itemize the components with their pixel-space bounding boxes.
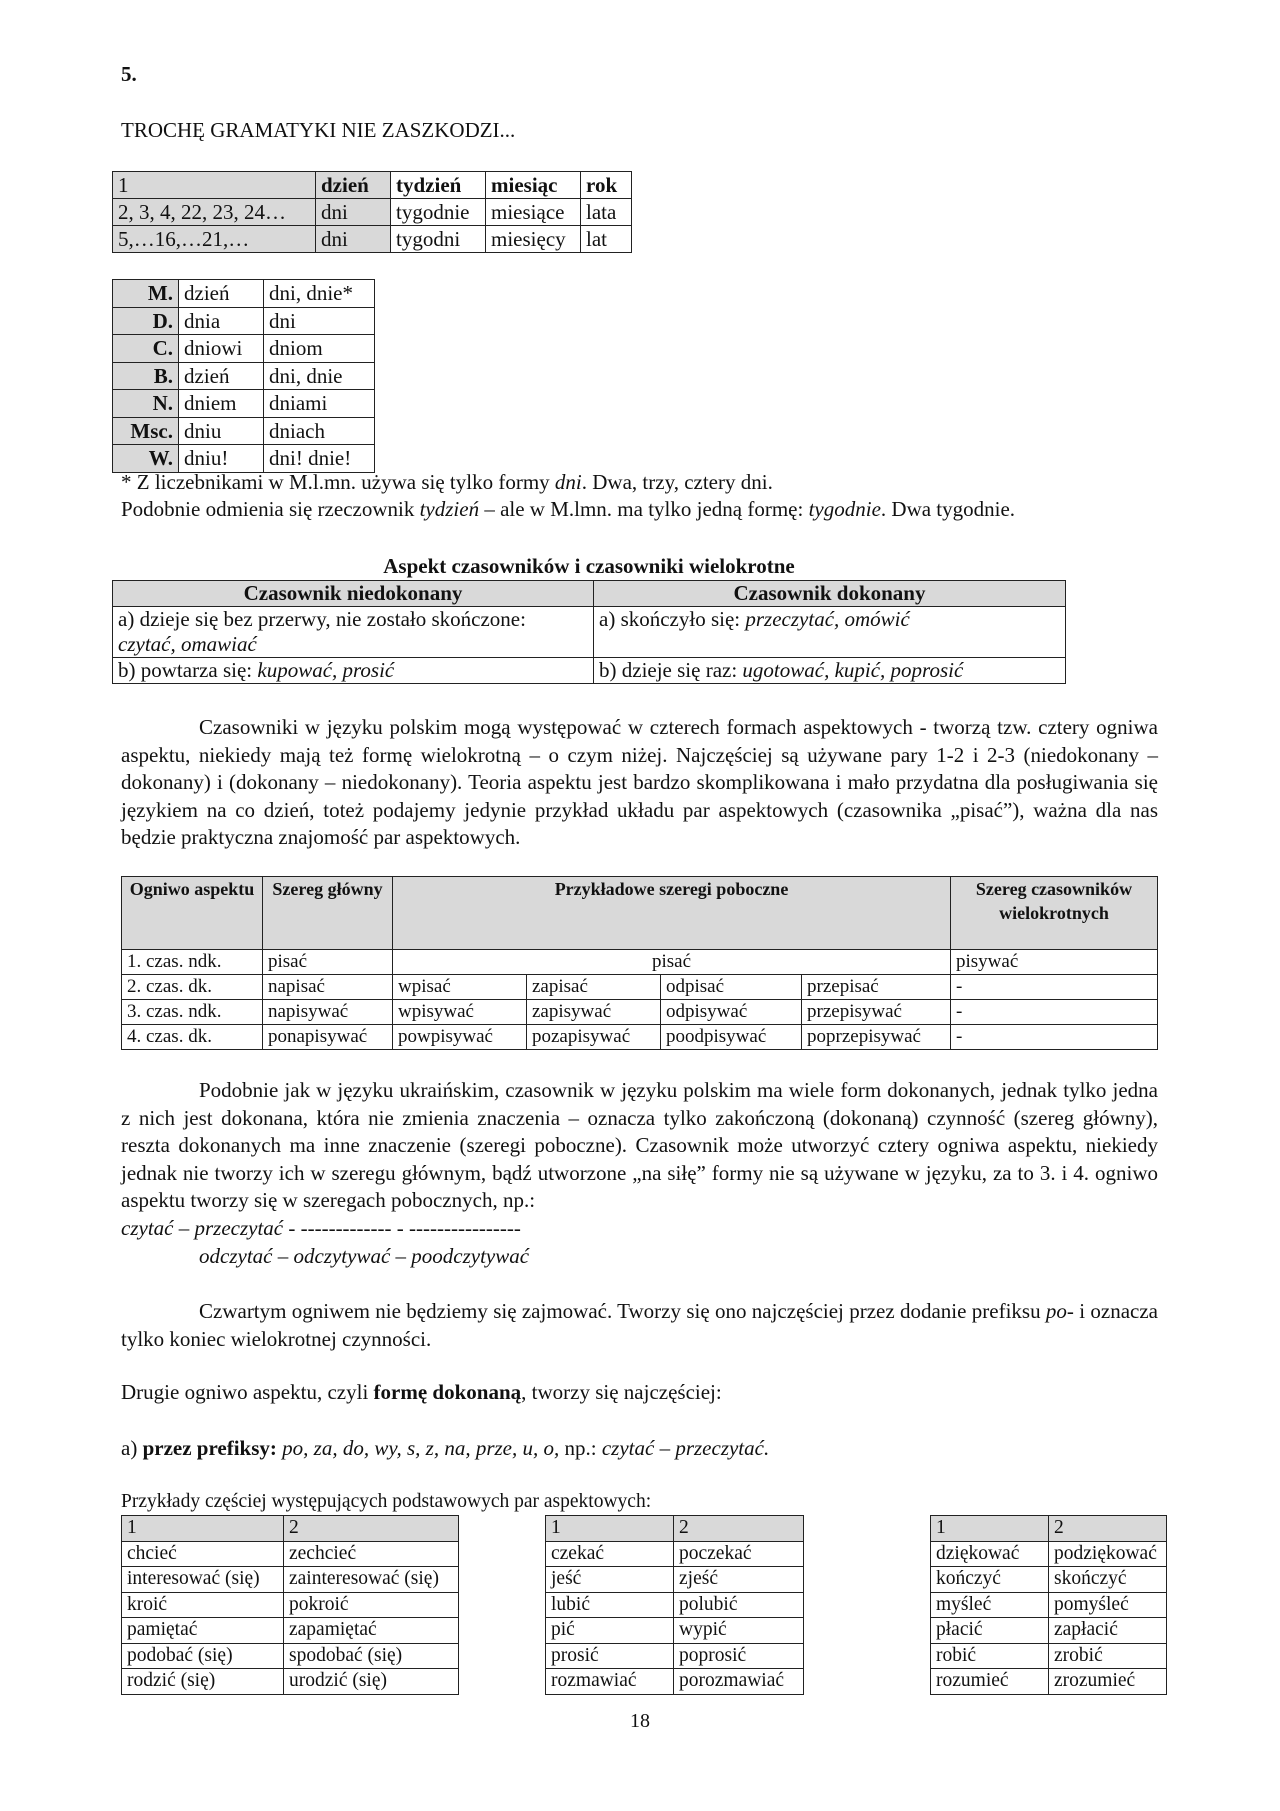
table-cell: prosić <box>546 1643 674 1669</box>
table-cell: 2, 3, 4, 22, 23, 24… <box>113 199 316 226</box>
table-cell: lubić <box>546 1592 674 1618</box>
table-cell: dniem <box>179 390 264 418</box>
table-row <box>122 1000 1158 1025</box>
table-cell: pokroić <box>284 1592 459 1618</box>
table-cell: wpisywać <box>393 1000 527 1025</box>
table-cell: chcieć <box>122 1541 284 1567</box>
example-line-2: odczytać – odczytywać – poodczytywać <box>199 1244 530 1268</box>
table-row <box>122 1618 459 1644</box>
table-header-cell: 2 <box>674 1516 804 1542</box>
table-row <box>113 226 632 253</box>
table-cell: lat <box>581 226 632 253</box>
table-cell: a) skończyło się: przeczytać, omówić <box>594 607 1066 658</box>
table-cell: dniu <box>179 417 264 445</box>
table-cell: kroić <box>122 1592 284 1618</box>
table-row <box>122 1669 459 1695</box>
table-cell: dni, dnie <box>264 362 375 390</box>
table-cell: zapłacić <box>1049 1618 1167 1644</box>
table-cell: miesiące <box>486 199 581 226</box>
table-cell: lata <box>581 199 632 226</box>
table-cell: płacić <box>931 1618 1049 1644</box>
aspect-pairs-table-1 <box>121 1515 459 1695</box>
table-row <box>931 1541 1167 1567</box>
table-cell: poczekać <box>674 1541 804 1567</box>
table-cell: jeść <box>546 1567 674 1593</box>
paragraph-second-link: Drugie ogniwo aspektu, czyli formę dokonaną, tworzy się najczęściej: <box>121 1380 722 1404</box>
table-cell: pić <box>546 1618 674 1644</box>
table-row <box>113 658 1066 684</box>
table-row <box>113 335 375 363</box>
table-cell: dni <box>316 226 391 253</box>
table-cell: 5,…16,…21,… <box>113 226 316 253</box>
table-cell: zrobić <box>1049 1643 1167 1669</box>
table-cell: pisać <box>263 950 393 975</box>
table-cell: dniom <box>264 335 375 363</box>
section-number: 5. <box>121 62 137 86</box>
table-row <box>546 1541 804 1567</box>
note-tydzien: Podobnie odmienia się rzeczownik tydzień – ale w M.lmn. ma tylko jedną formę: tygodnie. Dwa tygodnie. <box>121 497 1016 521</box>
table-header-cell: Przykładowe szeregi poboczne <box>393 877 951 950</box>
table-row <box>931 1516 1167 1542</box>
table-cell: poprosić <box>674 1643 804 1669</box>
table-cell: skończyć <box>1049 1567 1167 1593</box>
table-cell: - <box>951 1000 1158 1025</box>
table-row <box>113 172 632 199</box>
table-row <box>546 1669 804 1695</box>
table-cell: pamiętać <box>122 1618 284 1644</box>
table-header-cell: 2 <box>284 1516 459 1542</box>
table-cell: dnia <box>179 307 264 335</box>
aspect-table <box>112 580 1066 684</box>
table-row <box>931 1643 1167 1669</box>
table-cell: czekać <box>546 1541 674 1567</box>
table-cell: dzień <box>179 362 264 390</box>
table-cell: W. <box>113 445 179 473</box>
table-row <box>122 1025 1158 1050</box>
aspect-pairs-table-3 <box>930 1515 1167 1695</box>
table-cell: M. <box>113 280 179 308</box>
table-cell: przepisać <box>802 975 951 1000</box>
table-cell: powpisywać <box>393 1025 527 1050</box>
table-row <box>931 1669 1167 1695</box>
table-cell: dni, dnie* <box>264 280 375 308</box>
table-cell: dniami <box>264 390 375 418</box>
table-cell: 1 <box>113 172 316 199</box>
table-cell: rozmawiać <box>546 1669 674 1695</box>
table-header-cell: 1 <box>546 1516 674 1542</box>
table-cell: tygodni <box>391 226 486 253</box>
table-cell: pozapisywać <box>527 1025 661 1050</box>
table-cell: B. <box>113 362 179 390</box>
table-row <box>122 1567 459 1593</box>
declension-table <box>112 279 375 473</box>
table-row <box>113 362 375 390</box>
table-row <box>122 1541 459 1567</box>
table-cell: zapisać <box>527 975 661 1000</box>
pairs-caption: Przykłady częściej występujących podstawowych par aspektowych: <box>121 1491 652 1512</box>
table-cell: zapamiętać <box>284 1618 459 1644</box>
table-cell: interesować (się) <box>122 1567 284 1593</box>
table-header-cell: 1 <box>931 1516 1049 1542</box>
table-cell: poodpisywać <box>661 1025 802 1050</box>
table-cell: dniowi <box>179 335 264 363</box>
table-cell: podziękować <box>1049 1541 1167 1567</box>
table-cell: 4. czas. dk. <box>122 1025 263 1050</box>
table-header-cell: miesiąc <box>486 172 581 199</box>
table-cell: poprzepisywać <box>802 1025 951 1050</box>
aspect-table-title: Aspekt czasowników i czasowniki wielokrotne <box>383 554 795 578</box>
table-cell: - <box>951 975 1158 1000</box>
table-cell: zjeść <box>674 1567 804 1593</box>
table-header-cell: Czasownik dokonany <box>594 581 1066 607</box>
table-cell: pisywać <box>951 950 1158 975</box>
table-header-cell: dzień <box>316 172 391 199</box>
numeral-table <box>112 171 632 253</box>
table-cell: 3. czas. ndk. <box>122 1000 263 1025</box>
table-row <box>113 581 1066 607</box>
table-cell: 1. czas. ndk. <box>122 950 263 975</box>
page-number: 18 <box>630 1710 650 1732</box>
table-row <box>113 307 375 335</box>
table-cell: Msc. <box>113 417 179 445</box>
table-cell: dni <box>264 307 375 335</box>
table-cell: zrozumieć <box>1049 1669 1167 1695</box>
table-header-cell: 1 <box>122 1516 284 1542</box>
table-cell: odpisać <box>661 975 802 1000</box>
table-row <box>546 1643 804 1669</box>
table-row <box>122 1516 459 1542</box>
paragraph-aspect-theory: Czasowniki w języku polskim mogą występować w czterech formach aspektowych - tworzą tzw. cztery ogniwa aspektu, niekiedy mają też formę wielokrotną – o czym niżej. Najczęściej są używane pary 1-2 i 2-3 (niedokonany – dokonany) i (dokonany – niedokonany). Teoria aspektu jest bardzo skomplikowana i mało przydatna dla posługiwania się językiem na co dzień, toteż podajemy jedynie przykład układu par aspektowych (czasownika „pisać”), ważna dla nas będzie praktyczna znajomość par aspektowych. <box>121 715 1158 849</box>
table-row <box>546 1618 804 1644</box>
table-row <box>931 1618 1167 1644</box>
paragraph-prefixes: a) przez prefiksy: po, za, do, wy, s, z, na, prze, u, o, np.: czytać – przeczytać. <box>121 1436 770 1460</box>
table-header-cell: Ogniwo aspektu <box>122 877 263 950</box>
table-cell: C. <box>113 335 179 363</box>
table-row <box>113 417 375 445</box>
table-cell: dzień <box>179 280 264 308</box>
table-cell: zapisywać <box>527 1000 661 1025</box>
table-cell: zechcieć <box>284 1541 459 1567</box>
table-cell: b) dzieje się raz: ugotować, kupić, poprosić <box>594 658 1066 684</box>
table-cell: pisać <box>393 950 951 975</box>
table-header-cell: rok <box>581 172 632 199</box>
aspect-chain-table <box>121 876 1158 1050</box>
table-row <box>122 975 1158 1000</box>
table-cell: polubić <box>674 1592 804 1618</box>
note-numerals: * Z liczebnikami w M.l.mn. używa się tylko formy dni. Dwa, trzy, cztery dni. <box>121 470 773 494</box>
table-cell: - <box>951 1025 1158 1050</box>
paragraph-perfective-forms: Podobnie jak w języku ukraińskim, czasownik w języku polskim ma wiele form dokonanych, jednak tylko jedna z nich jest dokonana, która nie zmienia znaczenia – oznacza tylko zakończoną (dokonaną) czynność (szereg główny), reszta dokonanych ma inne znaczenie (szeregi poboczne). Czasownik może utworzyć cztery ogniwa aspektu, niekiedy jednak nie tworzy ich w szeregu głównym, bądź utworzone „na siłę” formy nie są używane w języku, za to 3. i 4. ogniwo aspektu tworzy się w szeregach pobocznych, np.: <box>121 1078 1158 1212</box>
table-row <box>931 1592 1167 1618</box>
table-cell: kończyć <box>931 1567 1049 1593</box>
table-cell: odpisywać <box>661 1000 802 1025</box>
table-cell: napisać <box>263 975 393 1000</box>
table-row <box>931 1567 1167 1593</box>
table-cell: dziękować <box>931 1541 1049 1567</box>
table-cell: dniu! <box>179 445 264 473</box>
table-cell: porozmawiać <box>674 1669 804 1695</box>
table-row <box>546 1592 804 1618</box>
table-header-cell: Szereg czasowników wielokrotnych <box>951 877 1158 950</box>
table-cell: D. <box>113 307 179 335</box>
table-row <box>122 1643 459 1669</box>
table-cell: rodzić (się) <box>122 1669 284 1695</box>
table-cell: wpisać <box>393 975 527 1000</box>
section-title: TROCHĘ GRAMATYKI NIE ZASZKODZI... <box>121 118 516 142</box>
table-cell: rozumieć <box>931 1669 1049 1695</box>
table-cell: zainteresować (się) <box>284 1567 459 1593</box>
aspect-pairs-table-2 <box>545 1515 804 1695</box>
table-row <box>122 877 1158 950</box>
example-line-1: czytać – przeczytać - ------------- - ---------------- <box>121 1216 521 1240</box>
table-row <box>113 445 375 473</box>
table-cell: pomyśleć <box>1049 1592 1167 1618</box>
table-row <box>122 1592 459 1618</box>
table-cell: robić <box>931 1643 1049 1669</box>
table-cell: dni <box>316 199 391 226</box>
table-row <box>122 950 1158 975</box>
table-cell: N. <box>113 390 179 418</box>
table-cell: b) powtarza się: kupować, prosić <box>113 658 594 684</box>
paragraph-fourth-link: Czwartym ogniwem nie będziemy się zajmować. Tworzy się ono najczęściej przez dodanie prefiksu po- i oznacza tylko koniec wielokrotnej czynności. <box>121 1299 1158 1351</box>
table-cell: napisywać <box>263 1000 393 1025</box>
table-row <box>546 1516 804 1542</box>
table-cell: urodzić (się) <box>284 1669 459 1695</box>
table-cell: a) dzieje się bez przerwy, nie zostało skończone: czytać, omawiać <box>113 607 594 658</box>
table-cell: 2. czas. dk. <box>122 975 263 1000</box>
table-row <box>113 390 375 418</box>
table-cell: miesięcy <box>486 226 581 253</box>
table-cell: podobać (się) <box>122 1643 284 1669</box>
table-cell: przepisywać <box>802 1000 951 1025</box>
table-row <box>113 607 1066 658</box>
table-cell: tygodnie <box>391 199 486 226</box>
table-header-cell: tydzień <box>391 172 486 199</box>
table-cell: spodobać (się) <box>284 1643 459 1669</box>
table-cell: ponapisywać <box>263 1025 393 1050</box>
table-header-cell: 2 <box>1049 1516 1167 1542</box>
table-header-cell: Czasownik niedokonany <box>113 581 594 607</box>
table-cell: dni! dnie! <box>264 445 375 473</box>
table-row <box>546 1567 804 1593</box>
table-header-cell: Szereg główny <box>263 877 393 950</box>
table-row <box>113 280 375 308</box>
table-cell: myśleć <box>931 1592 1049 1618</box>
table-row <box>113 199 632 226</box>
table-cell: wypić <box>674 1618 804 1644</box>
table-cell: dniach <box>264 417 375 445</box>
